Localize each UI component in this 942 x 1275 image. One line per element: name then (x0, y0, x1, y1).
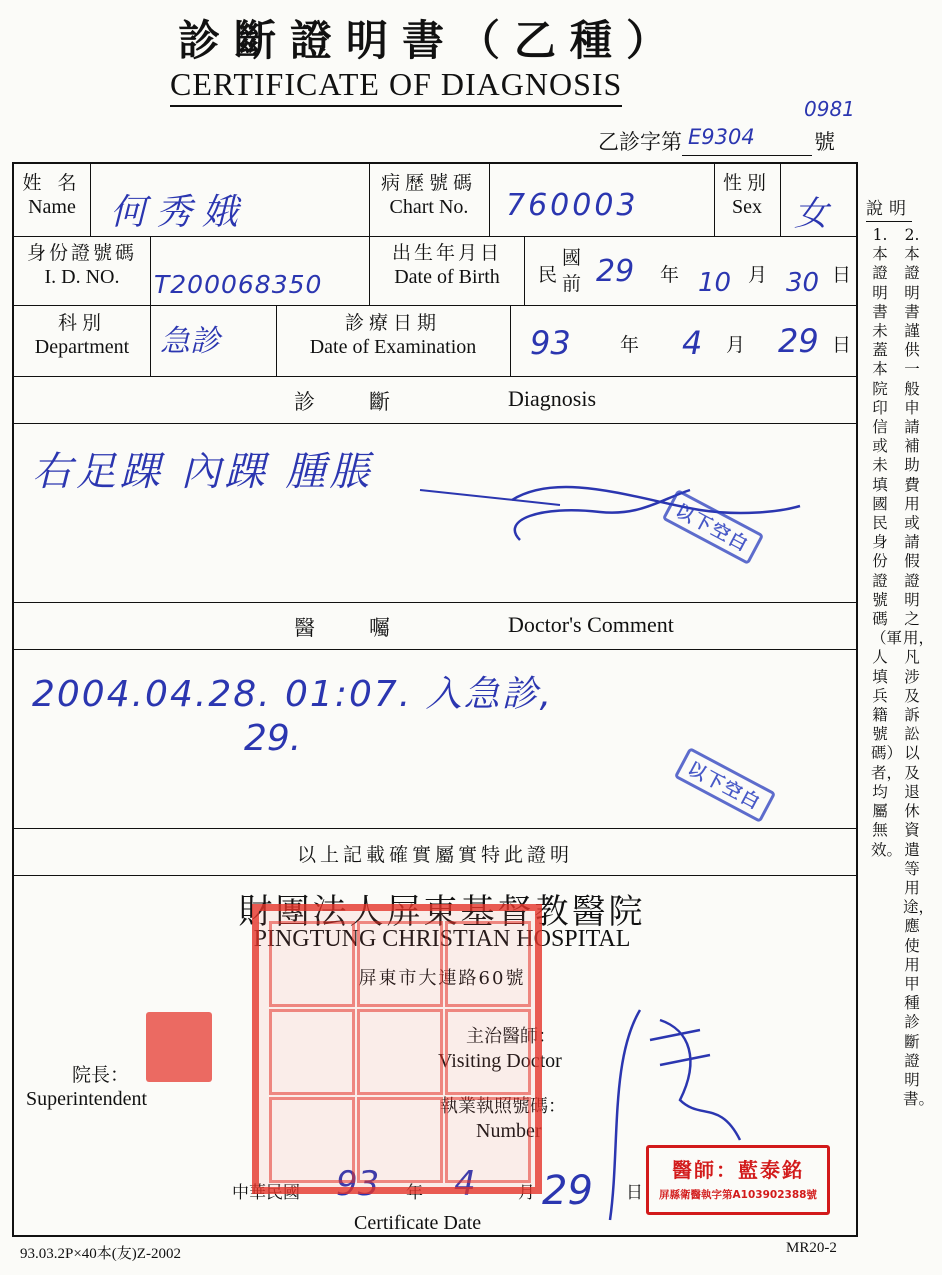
note-2: 2.本證明書謹供一般申請補助費用或請假證明之用，凡涉及訴訟以及退休資遣等用途，應使用甲種診斷證明書。 (903, 226, 935, 1109)
doctor-signature-stroke (660, 1020, 740, 1140)
doctor-stamp-license: 屏縣衛醫執字第A103902388號 (659, 1189, 817, 1201)
cert-date-month-unit: 月 (518, 1183, 535, 1203)
seal-glyph-block (357, 1097, 443, 1183)
doc-number-extra: 0981 (804, 97, 855, 121)
footer-print-code: 93.03.2P×40本(友)Z-2002 (20, 1246, 181, 1262)
doc-number-value: E9304 (688, 125, 755, 149)
dept-label-en: Department (34, 335, 130, 358)
visiting-doctor-label-zh: 主治醫師： (466, 1026, 556, 1047)
seal-glyph-block (445, 921, 531, 1007)
cert-date-year-unit: 年 (406, 1183, 423, 1203)
diagnosis-underline-stroke (420, 490, 560, 505)
seal-glyph-block (357, 921, 443, 1007)
certify-text: 以上記載確實屬實特此證明 (296, 844, 573, 866)
id-label-en: I. D. NO. (44, 265, 120, 288)
dob-year-unit: 年 (660, 264, 680, 286)
cert-date-day-unit: 日 (626, 1183, 643, 1203)
hospital-name-en: PINGTUNG CHRISTIAN HOSPITAL (253, 926, 631, 952)
id-value: T200068350 (154, 270, 323, 299)
dob-year-value: 29 (596, 254, 635, 289)
name-value: 何秀娥 (110, 192, 249, 233)
footer-form-code: MR20-2 (786, 1240, 837, 1256)
era-qian: 前 (562, 272, 582, 295)
exam-month-unit: 月 (726, 334, 746, 356)
name-label-en: Name (28, 195, 76, 218)
dept-value: 急診 (160, 324, 220, 359)
exam-day-unit: 日 (832, 334, 852, 356)
superintendent-seal (146, 1012, 212, 1082)
chart-value: 760003 (506, 188, 639, 223)
dob-label-zh: 出生年月日 (391, 242, 502, 264)
hospital-seal (252, 904, 542, 1194)
sex-label-en: Sex (732, 195, 762, 218)
doctor-signature-stroke (650, 1030, 710, 1065)
sex-label-zh: 性別 (722, 172, 771, 194)
diagnosis-text: 右足踝 內踝 腫脹 (32, 449, 374, 495)
doc-suffix: 號 (814, 130, 835, 154)
superintendent-label-en: Superintendent (26, 1088, 148, 1110)
exam-label-en: Date of Examination (309, 335, 477, 358)
blank-below-stamp: 以下空白 (662, 489, 764, 565)
id-label-zh: 身份證號碼 (26, 242, 137, 264)
cert-date-prefix: 中華民國 (232, 1183, 300, 1203)
exam-label-zh: 診療日期 (344, 312, 441, 334)
dob-label-en: Date of Birth (394, 265, 500, 288)
blank-below-stamp: 以下空白 (674, 747, 776, 823)
seal-glyph-block (269, 1097, 355, 1183)
visiting-doctor-label-en: Visiting Doctor (438, 1050, 562, 1072)
comment-line-2: 29. (244, 718, 302, 759)
comment-label-en: Doctor's Comment (508, 612, 674, 637)
dob-month-unit: 月 (748, 264, 768, 286)
seal-glyph-block (445, 1097, 531, 1183)
dept-label-zh: 科別 (57, 312, 106, 334)
diagnosis-label-zh: 診 斷 (294, 390, 394, 414)
title-zh: 診斷證明書（乙種） (177, 16, 682, 65)
license-label-en: Number (476, 1120, 542, 1142)
exam-year-unit: 年 (620, 334, 640, 356)
diagnosis-signature-stroke (512, 487, 800, 513)
cert-date-month: 4 (454, 1164, 476, 1204)
dob-day-unit: 日 (832, 264, 852, 286)
note-1: 1.本證明書未蓋本院印信或未填國民身份證號碼（軍人填兵籍號碼）者，均屬無效。 (871, 226, 903, 859)
hospital-name-zh: 財團法人屏東基督教醫院 (238, 892, 646, 932)
seal-glyph-block (445, 1009, 531, 1095)
diagnosis-label-en: Diagnosis (508, 386, 596, 411)
exam-year-value: 93 (530, 324, 571, 362)
doctor-signature-stroke (610, 1010, 640, 1220)
sex-value: 女 (794, 194, 828, 234)
era-min: 民 (538, 264, 558, 286)
dob-day-value: 30 (786, 268, 820, 298)
doctor-license-stamp (646, 1145, 830, 1215)
cert-date-day: 29 (542, 1168, 593, 1214)
exam-month-value: 4 (682, 324, 703, 362)
comment-line-1: 2004.04.28. 01:07. 入急診, (32, 674, 554, 715)
seal-glyph-block (269, 1009, 355, 1095)
comment-label-zh: 醫 囑 (294, 616, 394, 640)
hospital-address: 屏東市大連路60號 (358, 968, 526, 989)
superintendent-label-zh: 院長： (72, 1064, 130, 1086)
cert-date-label-en: Certificate Date (354, 1212, 482, 1234)
chart-label-zh: 病歷號碼 (380, 172, 477, 194)
license-label-zh: 執業執照號碼： (440, 1096, 566, 1117)
era-guo: 國 (562, 247, 582, 269)
doctor-stamp-name: 醫師：藍泰銘 (672, 1158, 804, 1182)
notes-title: 說明 (866, 194, 912, 222)
dob-month-value: 10 (698, 268, 732, 298)
doc-prefix: 乙診字第 (598, 130, 682, 154)
exam-day-value: 29 (778, 322, 819, 360)
name-label-zh: 姓 名 (22, 172, 82, 194)
cert-date-year: 93 (336, 1164, 380, 1204)
chart-label-en: Chart No. (389, 195, 469, 218)
seal-glyph-block (357, 1009, 443, 1095)
title-en: CERTIFICATE OF DIAGNOSIS (170, 66, 622, 107)
seal-glyph-block (269, 921, 355, 1007)
